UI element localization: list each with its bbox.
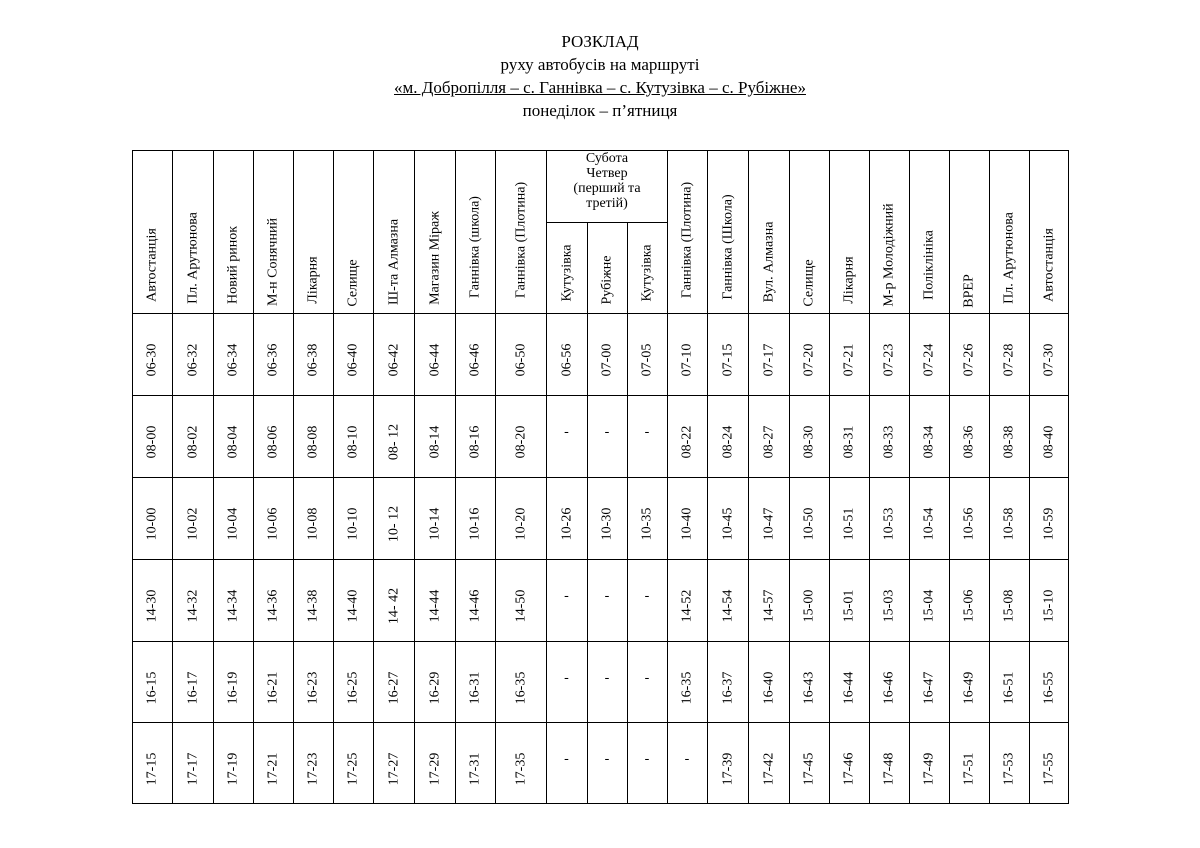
cell-time: 08-36 <box>961 425 977 459</box>
cell-time: 10-50 <box>801 507 817 541</box>
cell-time: 10- 12 <box>386 505 401 543</box>
cell-time: 16-35 <box>679 671 695 704</box>
table-rule <box>132 395 1069 396</box>
column-header-label: М-р Молодіжний <box>881 202 897 307</box>
cell-time: 10-56 <box>961 507 977 541</box>
cell-empty: - <box>564 670 569 685</box>
cell-time: 17-45 <box>801 752 817 785</box>
cell-time: 08-38 <box>1001 425 1017 459</box>
cell-time: 10-10 <box>345 507 361 541</box>
column-header-label: Автостанція <box>1041 228 1056 303</box>
cell-time: 08-30 <box>801 425 817 459</box>
cell-time: 14-30 <box>144 589 160 623</box>
cell-time: 10-54 <box>921 507 937 541</box>
cell-time: 10-02 <box>185 507 200 541</box>
cell-time: 17-42 <box>761 752 776 785</box>
subgroup-line: Четвер <box>586 166 628 181</box>
cell-time: 17-51 <box>961 752 977 785</box>
cell-time: 07-26 <box>961 343 977 377</box>
cell-time: 10-20 <box>513 507 528 541</box>
cell-time: 10-30 <box>599 507 615 541</box>
cell-time: 07-00 <box>599 343 615 377</box>
cell-time: 17-35 <box>513 752 528 785</box>
column-header-label: Ганнівка (школа) <box>467 196 483 299</box>
cell-time: 15-01 <box>841 589 857 623</box>
cell-time: 16-31 <box>467 671 483 704</box>
cell-time: 08-34 <box>921 425 937 459</box>
cell-time: 10-45 <box>720 507 735 541</box>
cell-time: 08-08 <box>305 425 321 459</box>
column-header-label: ВРЕР <box>961 273 977 308</box>
cell-empty: - <box>564 424 569 440</box>
cell-time: 07-28 <box>1001 343 1017 377</box>
cell-time: 07-24 <box>921 343 937 377</box>
table-rule <box>546 222 667 223</box>
cell-time: 08-06 <box>265 425 281 459</box>
subgroup-line: (перший та <box>573 181 641 196</box>
cell-time: 16-47 <box>921 671 937 704</box>
cell-time: 08-10 <box>345 425 361 459</box>
cell-time: 17-17 <box>185 752 200 785</box>
column-header-label: Магазин Міраж <box>427 211 442 306</box>
table-rule <box>627 222 628 804</box>
column-header-label: Кутузівка <box>559 244 574 302</box>
doc-subtitle: руху автобусів на маршруті <box>500 55 700 74</box>
cell-time: 06-30 <box>144 343 160 377</box>
cell-time: 10-04 <box>225 507 241 541</box>
cell-time: 08-33 <box>881 425 897 459</box>
cell-time: 07-20 <box>801 343 817 377</box>
cell-time: 10-40 <box>679 507 695 541</box>
subgroup-line: третій) <box>586 196 628 211</box>
cell-time: 16-43 <box>801 671 817 704</box>
cell-time: 16-51 <box>1001 671 1017 704</box>
column-header-label: Вул. Алмазна <box>761 221 776 303</box>
cell-empty: - <box>564 751 569 766</box>
cell-empty: - <box>644 424 650 440</box>
column-header-label: Селище <box>801 259 817 307</box>
cell-time: 15-04 <box>921 589 937 623</box>
cell-time: 07-05 <box>639 343 655 377</box>
cell-time: 10-35 <box>639 507 655 541</box>
column-header-label: Лікарня <box>841 256 857 304</box>
column-header-label: Ганнівка (Школа) <box>720 194 735 301</box>
cell-time: 17-48 <box>881 752 897 785</box>
cell-time: 10-16 <box>467 507 483 541</box>
cell-time: 17-55 <box>1041 752 1056 785</box>
cell-time: 14-36 <box>265 589 281 623</box>
cell-time: 06-50 <box>513 343 528 377</box>
cell-time: 07-23 <box>881 343 897 377</box>
cell-time: 06-44 <box>427 343 442 377</box>
cell-empty: - <box>644 670 650 685</box>
cell-time: 17-31 <box>467 752 483 785</box>
cell-time: 07-30 <box>1041 343 1056 377</box>
cell-time: 10-06 <box>265 507 281 541</box>
cell-time: 08-40 <box>1041 425 1056 459</box>
cell-time: 16-37 <box>720 671 735 704</box>
cell-time: 14-46 <box>467 589 483 623</box>
cell-empty: - <box>604 424 610 440</box>
cell-time: 08-27 <box>761 425 776 459</box>
table-rule <box>587 222 588 804</box>
cell-time: 16-23 <box>305 671 321 704</box>
cell-time: 14-57 <box>761 589 776 623</box>
cell-time: 10-26 <box>559 507 574 541</box>
table-rule <box>132 559 1069 560</box>
cell-time: 06-36 <box>265 343 281 377</box>
cell-time: 15-08 <box>1001 589 1017 623</box>
cell-time: 08-14 <box>427 425 442 459</box>
cell-time: 17-19 <box>225 752 241 785</box>
cell-time: 06-38 <box>305 343 321 377</box>
cell-time: 10-47 <box>761 507 776 541</box>
cell-time: 10-53 <box>881 507 897 541</box>
subgroup-header <box>548 151 666 211</box>
column-header-label: Селище <box>345 259 361 307</box>
cell-time: 10-58 <box>1001 507 1017 541</box>
cell-time: 17-46 <box>841 752 857 785</box>
cell-time: 06-46 <box>467 343 483 377</box>
cell-time: 16-27 <box>386 671 401 704</box>
cell-time: 14-52 <box>679 589 695 623</box>
cell-time: 08-02 <box>185 425 200 459</box>
cell-time: 17-25 <box>345 752 361 785</box>
column-header-label: Автостанція <box>144 228 160 303</box>
column-header-label: Кутузівка <box>639 244 655 302</box>
column-header-label: Пл. Арутюнова <box>185 212 200 305</box>
cell-time: 10-00 <box>144 507 160 541</box>
cell-empty: - <box>684 751 690 766</box>
cell-time: 06-42 <box>386 343 401 377</box>
cell-time: 06-56 <box>559 343 574 377</box>
cell-time: 07-17 <box>761 343 776 377</box>
column-header-label: М-н Сонячний <box>265 217 281 306</box>
cell-time: 14-54 <box>720 589 735 623</box>
cell-time: 16-29 <box>427 671 442 704</box>
column-header-label: Ганнівка (Плотина) <box>679 182 695 299</box>
cell-time: 17-21 <box>265 752 281 785</box>
column-header-label: Лікарня <box>305 256 321 304</box>
cell-time: 08-31 <box>841 425 857 459</box>
cell-empty: - <box>644 588 650 604</box>
cell-time: 17-49 <box>921 752 937 785</box>
cell-time: 16-15 <box>144 671 160 704</box>
cell-time: 17-23 <box>305 752 321 785</box>
route-name: «м. Добропілля – с. Ганнівка – с. Кутузівка – с. Рубіжне» <box>394 78 806 97</box>
cell-time: 08- 12 <box>386 423 401 461</box>
cell-time: 16-35 <box>513 671 528 704</box>
cell-empty: - <box>604 588 610 604</box>
cell-time: 16-44 <box>841 671 857 704</box>
cell-time: 15-06 <box>961 589 977 623</box>
column-header-label: Ганнівка (Плотина) <box>513 182 528 299</box>
table-rule <box>132 477 1069 478</box>
cell-time: 08-04 <box>225 425 241 459</box>
table-rule <box>132 641 1069 642</box>
cell-time: 14- 42 <box>386 587 401 625</box>
cell-time: 16-25 <box>345 671 361 704</box>
cell-time: 07-21 <box>841 343 857 377</box>
cell-time: 17-27 <box>386 752 401 785</box>
cell-time: 16-46 <box>881 671 897 704</box>
cell-time: 17-15 <box>144 752 160 785</box>
cell-time: 08-24 <box>720 425 735 459</box>
cell-time: 06-32 <box>185 343 200 377</box>
cell-time: 16-19 <box>225 671 241 704</box>
cell-time: 14-34 <box>225 589 241 623</box>
cell-time: 14-40 <box>345 589 361 623</box>
days-label: понеділок – п’ятниця <box>522 101 678 120</box>
cell-time: 17-29 <box>427 752 442 785</box>
cell-time: 08-22 <box>679 425 695 459</box>
subgroup-line: Субота <box>585 151 629 166</box>
cell-time: 14-32 <box>185 589 200 623</box>
cell-time: 10-51 <box>841 507 857 541</box>
cell-time: 15-00 <box>801 589 817 623</box>
cell-time: 07-15 <box>720 343 735 377</box>
cell-time: 17-53 <box>1001 752 1017 785</box>
cell-time: 07-10 <box>679 343 695 377</box>
cell-time: 16-21 <box>265 671 281 704</box>
doc-title: РОЗКЛАД <box>561 32 639 51</box>
cell-time: 08-16 <box>467 425 483 459</box>
cell-time: 14-50 <box>513 589 528 623</box>
cell-time: 08-00 <box>144 425 160 459</box>
column-header-label: Пл. Арутюнова <box>1001 212 1017 305</box>
cell-time: 16-49 <box>961 671 977 704</box>
cell-time: 10-59 <box>1041 507 1056 541</box>
cell-time: 10-14 <box>427 507 442 541</box>
column-header-label: Рубіжне <box>599 255 615 305</box>
table-rule <box>132 313 1069 314</box>
cell-time: 08-20 <box>513 425 528 459</box>
cell-time: 14-44 <box>427 589 442 623</box>
cell-time: 16-17 <box>185 671 200 704</box>
cell-time: 16-55 <box>1041 671 1056 704</box>
table-rule <box>132 803 1069 804</box>
cell-empty: - <box>604 751 610 766</box>
cell-time: 15-10 <box>1041 589 1056 623</box>
cell-empty: - <box>604 670 610 685</box>
cell-empty: - <box>564 588 569 604</box>
column-header-label: Новий ринок <box>225 226 241 305</box>
cell-time: 06-40 <box>345 343 361 377</box>
cell-time: 10-08 <box>305 507 321 541</box>
column-header-label: Ш-та Алмазна <box>386 218 401 305</box>
cell-time: 14-38 <box>305 589 321 623</box>
table-rule <box>132 722 1069 723</box>
cell-time: 16-40 <box>761 671 776 704</box>
cell-time: 06-34 <box>225 343 241 377</box>
cell-time: 17-39 <box>720 752 735 785</box>
cell-time: 15-03 <box>881 589 897 623</box>
column-header-label: Поліклініка <box>921 230 937 301</box>
cell-empty: - <box>644 751 650 766</box>
